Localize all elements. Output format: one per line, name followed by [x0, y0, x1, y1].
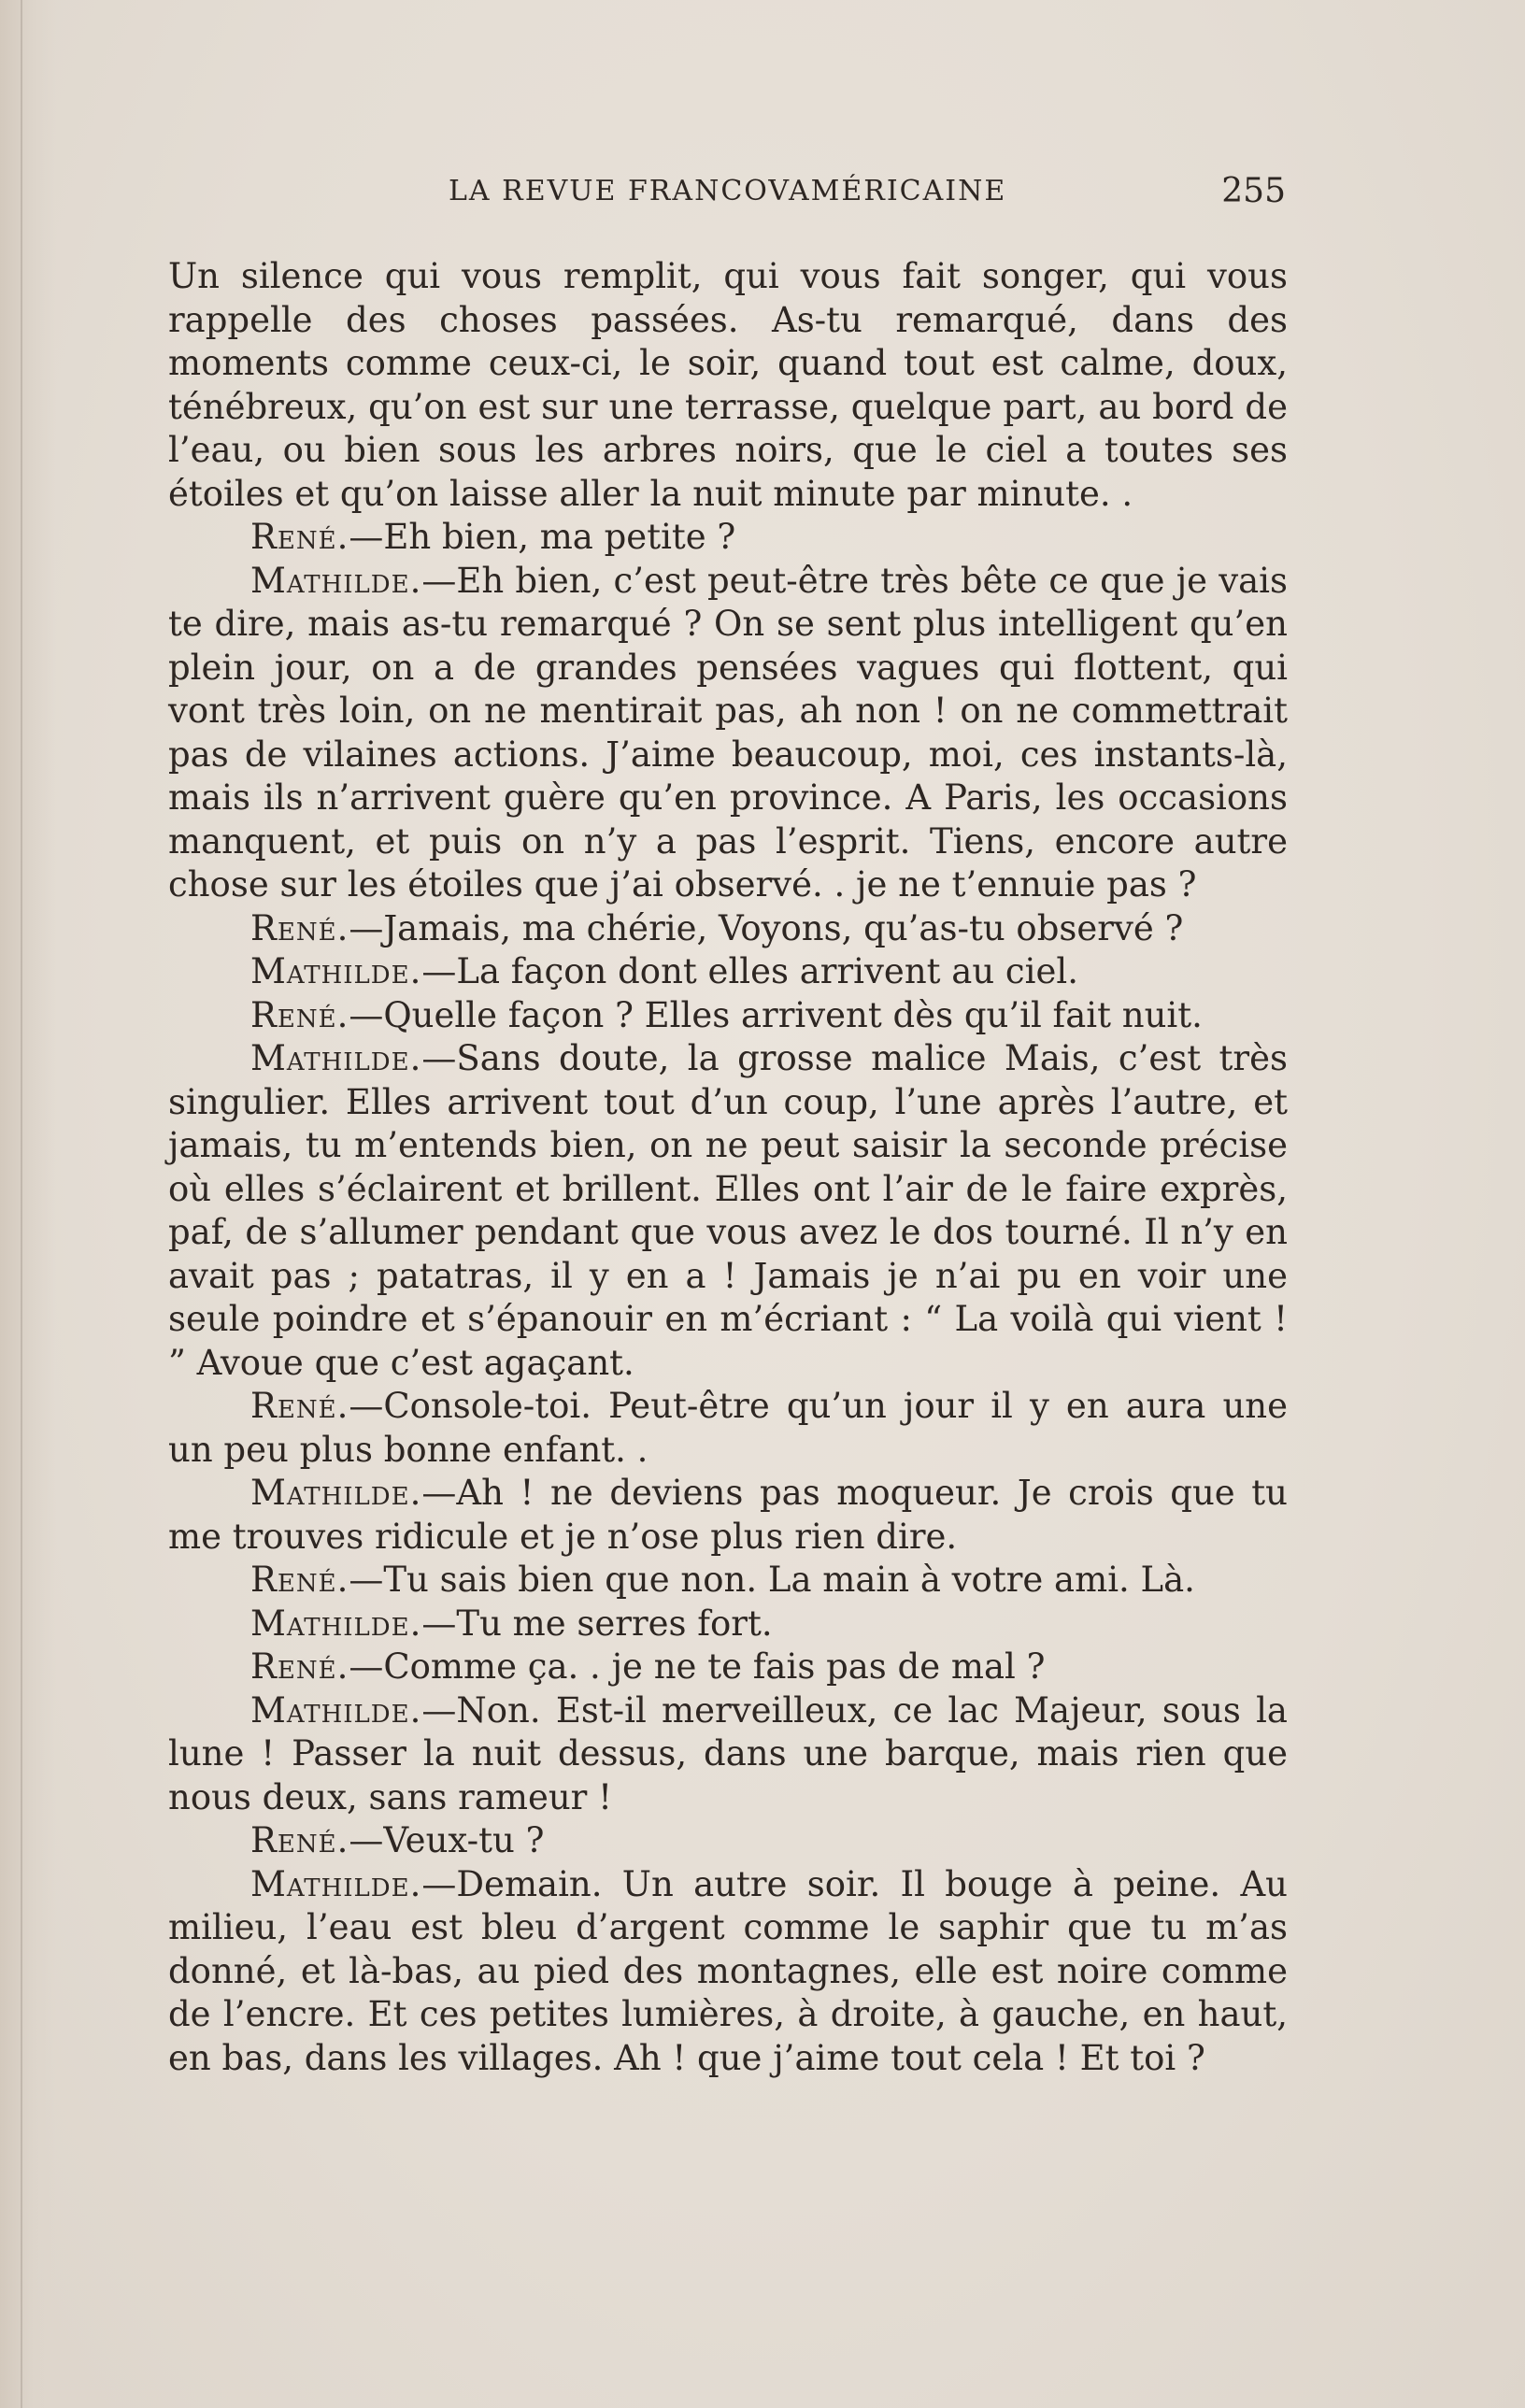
speaker-name: René.	[250, 907, 349, 948]
page-number: 255	[1221, 172, 1286, 210]
speech-text: Un silence qui vous remplit, qui vous fait songer, qui vous rappelle des choses passées. As-tu remarqué, dans des moments comme ceux-ci, le soir, quand tout est calme, doux, ténébreux, qu’on est sur une terrasse, quelque part, au bord de l’eau, ou bien sous les arbres noirs, que le ciel a toutes ses étoiles et qu’on laisse aller la nuit minute par minute. .	[168, 256, 1288, 514]
paragraph	[168, 994, 1288, 1038]
speaker-name: René.	[250, 994, 349, 1035]
paragraph	[168, 1863, 1288, 2081]
speaker-name: René.	[250, 1386, 349, 1426]
running-title: LA REVUE FRANCOVAMÉRICAINE	[449, 175, 1007, 207]
paragraph	[168, 907, 1288, 951]
paragraph	[168, 1472, 1288, 1559]
paragraph	[168, 1646, 1288, 1689]
speaker-name: René.	[250, 1820, 349, 1860]
speaker-name: René.	[250, 1560, 349, 1600]
speech-text: —Tu me serres fort.	[421, 1603, 773, 1644]
speech-text: —Quelle façon ? Elles arrivent dès qu’il fait nuit.	[349, 994, 1203, 1035]
page-header	[168, 170, 1286, 213]
speech-text: —Eh bien, c’est peut-être très bête ce que je vais te dire, mais as-tu remarqué ? On se sent plus intelligent qu’en plein jour, on a de grandes pensées vagues qui flottent, qui vont très loin, on ne mentirait pas, ah non ! on ne commettrait pas de vilaines actions. J’aime beaucoup, moi, ces instants-là, mais ils n’arrivent guère qu’en province. A Paris, les occasions manquent, et puis on n’y a pas l’esprit. Tiens, encore autre chose sur les étoiles que j’ai observé. . je ne t’ennuie pas ?	[168, 560, 1288, 905]
paragraph	[168, 950, 1288, 994]
speaker-name: Mathilde.	[250, 1473, 422, 1513]
speech-text: —Tu sais bien que non. La main à votre ami. Là.	[349, 1560, 1195, 1600]
speech-text: —Non. Est-il merveilleux, ce lac Majeur, sous la lune ! Passer la nuit dessus, dans une barque, mais rien que nous deux, sans rameur !	[168, 1689, 1288, 1817]
paragraph	[168, 1385, 1288, 1472]
gutter-fold-line	[21, 0, 22, 2408]
speech-text: —Console-toi. Peut-être qu’un jour il y en aura une un peu plus bonne enfant. .	[168, 1386, 1288, 1470]
paragraph	[168, 1689, 1288, 1820]
body-text	[168, 255, 1288, 2080]
speaker-name: René.	[250, 1646, 349, 1687]
speech-text: —Sans doute, la grosse malice Mais, c’est très singulier. Elles arrivent tout d’un coup, l’une après l’autre, et jamais, tu m’entends bien, on ne peut saisir la seconde précise où elles s’éclairent et brillent. Elles ont l’air de le faire exprès, paf, de s’allumer pendant que vous avez le dos tourné. Il n’y en avait pas ; patatras, il y en a ! Jamais je n’ai pu en voir une seule poindre et s’épanouir en m’écriant : “ La voilà qui vient ! ” Avoue que c’est agaçant.	[168, 1038, 1288, 1383]
page-gutter	[0, 0, 56, 2408]
paragraph	[168, 1819, 1288, 1863]
paragraph	[168, 560, 1288, 907]
paragraph	[168, 1559, 1288, 1603]
speaker-name: Mathilde.	[250, 1689, 422, 1731]
speech-text: —La façon dont elles arrivent au ciel.	[421, 951, 1078, 991]
paragraph	[168, 1603, 1288, 1646]
paragraph	[168, 1037, 1288, 1385]
speaker-name: Mathilde.	[250, 951, 422, 991]
speaker-name: Mathilde.	[250, 1038, 422, 1078]
speech-text: —Demain. Un autre soir. Il bouge à peine. Au milieu, l’eau est bleu d’argent comme le saphir que tu m’as donné, et là-bas, au pied des montagnes, elle est noire comme de l’encre. Et ces petites lumières, à droite, à gauche, en haut, en bas, dans les villages. Ah ! que j’aime tout cela ! Et toi ?	[168, 1863, 1288, 2078]
speaker-name: Mathilde.	[250, 560, 422, 601]
paragraph	[168, 255, 1288, 516]
paragraph	[168, 516, 1288, 560]
speech-text: —Veux-tu ?	[349, 1820, 545, 1860]
speech-text: —Comme ça. . je ne te fais pas de mal ?	[349, 1646, 1046, 1687]
speech-text: —Jamais, ma chérie, Voyons, qu’as-tu observé ?	[349, 907, 1184, 948]
speaker-name: Mathilde.	[250, 1863, 422, 1904]
speaker-name: Mathilde.	[250, 1603, 422, 1644]
speaker-name: René.	[250, 517, 349, 557]
speech-text: —Ah ! ne deviens pas moqueur. Je crois que tu me trouves ridicule et je n’ose plus rien dire.	[168, 1473, 1288, 1557]
speech-text: —Eh bien, ma petite ?	[349, 517, 736, 557]
